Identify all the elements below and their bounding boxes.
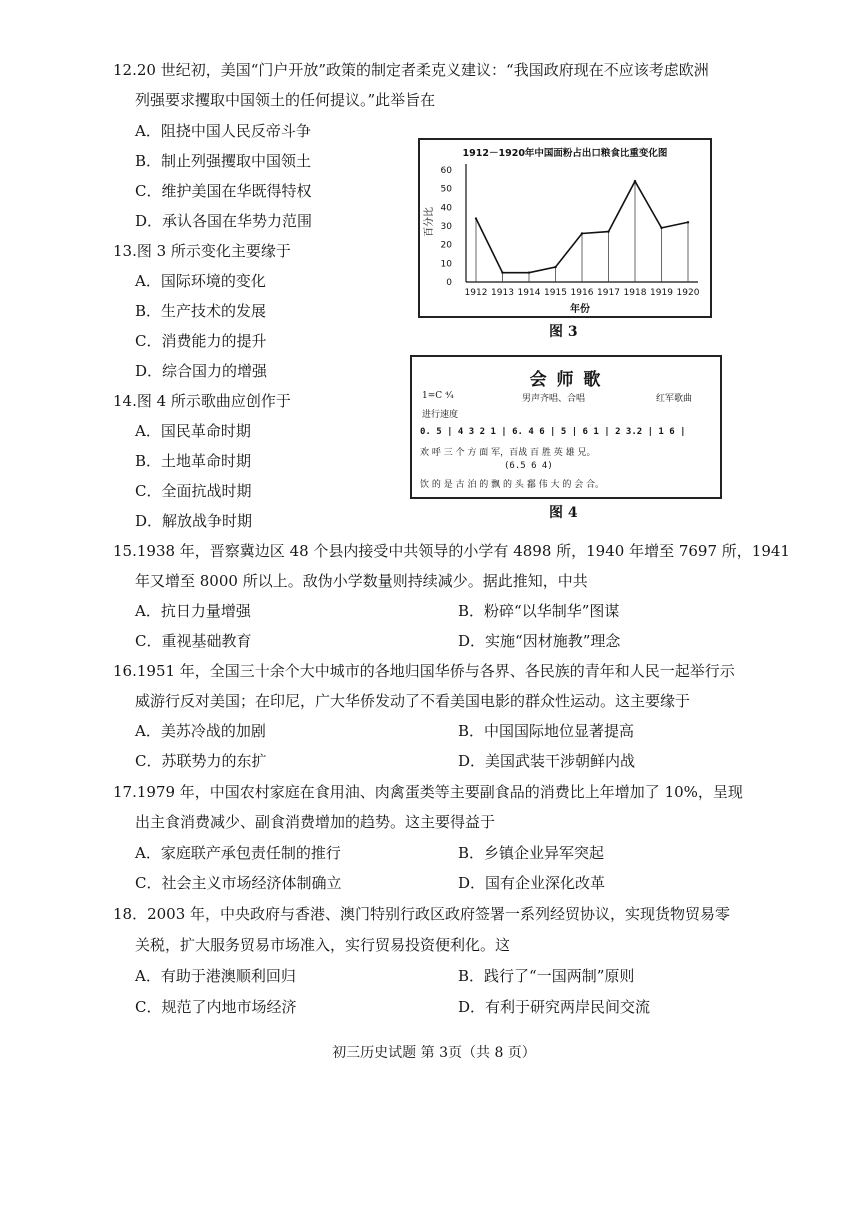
q12-stem-line1: 12.20 世纪初，美国“门户开放”政策的制定者柔克义建议：“我国政府现在不应该考虑欧洲: [113, 61, 709, 79]
song-performance-style: 男声齐唱、合唱: [522, 394, 586, 404]
q14-option-d: D．解放战争时期: [135, 512, 253, 530]
figure3-caption: 图 3: [549, 324, 578, 340]
score-notes-row: 0. 5 | 4 3 2 1 | 6. 4 6 | 5 | 6 1 | 2 3.2 | 1 6 |: [420, 427, 686, 437]
q13-option-c: C．消费能力的提升: [135, 332, 267, 350]
chart-x-tick-label: 1912: [464, 288, 488, 298]
chart-x-tick-label: 1914: [517, 288, 541, 298]
q13-option-b: B．生产技术的发展: [135, 302, 267, 320]
q12-option-a: A．阻挠中国人民反帝斗争: [135, 122, 311, 140]
figure3-chart-frame: [418, 138, 712, 318]
q18-option-a: A．有助于港澳顺利回归: [135, 967, 296, 985]
chart-data-point: [607, 230, 609, 232]
q12-option-c: C．维护美国在华既得特权: [135, 182, 312, 200]
q17-stem-line2: 出主食消费减少、副食消费增加的趋势。这主要得益于: [135, 813, 496, 831]
q16-option-d: D．美国武装干涉朝鲜内战: [458, 752, 636, 770]
song-key: 1=C ⁴⁄₄: [422, 391, 454, 401]
score-notes-row2: (6.5 6 4): [504, 461, 553, 471]
q14-option-a: A．国民革命时期: [135, 422, 251, 440]
q14-option-c: C．全面抗战时期: [135, 482, 252, 500]
chart-y-tick-label: 60: [440, 166, 452, 176]
song-source: 红军歌曲: [656, 394, 693, 404]
chart-data-point: [634, 180, 636, 182]
chart-y-tick-label: 50: [440, 184, 452, 195]
chart-x-tick-label: 1920: [676, 288, 700, 298]
chart-x-tick-label: 1917: [597, 288, 620, 298]
q15-option-b: B．粉碎“以华制华”图谋: [458, 602, 620, 620]
chart-data-point: [687, 221, 689, 223]
q14-stem: 14.图 4 所示歌曲应创作于: [113, 392, 291, 410]
q12-stem-line2: 列强要求攫取中国领土的任何提议。”此举旨在: [135, 91, 436, 109]
chart-data-point: [554, 266, 556, 268]
score-lyrics-row1: 欢 呼 三 个 方 面 军，百战 百 胜 英 雄 兄。: [420, 448, 596, 458]
figure4-caption: 图 4: [549, 505, 578, 521]
chart-data-point: [475, 217, 477, 219]
q15-option-c: C．重视基础教育: [135, 632, 252, 650]
q17-option-b: B．乡镇企业异军突起: [458, 844, 605, 862]
figure4-score-frame: [410, 355, 722, 499]
q14-option-b: B．土地革命时期: [135, 452, 252, 470]
chart-data-point: [528, 271, 530, 273]
q17-stem-line1: 17.1979 年，中国农村家庭在食用油、肉禽蛋类等主要副食品的消费比上年增加了 10%，呈现: [113, 783, 743, 801]
chart-y-tick-label: 30: [440, 222, 452, 232]
q17-option-d: D．国有企业深化改革: [458, 874, 606, 892]
chart-y-tick-label: 0: [446, 278, 452, 288]
q12-option-b: B．制止列强攫取中国领土: [135, 152, 312, 170]
chart-title: 1912－1920年中国面粉占出口粮食比重变化图: [462, 148, 668, 159]
q15-option-a: A．抗日力量增强: [135, 602, 251, 620]
q15-option-d: D．实施“因材施教”理念: [458, 632, 621, 650]
q15-stem-line1: 15.1938 年，晋察冀边区 48 个县内接受中共领导的小学有 4898 所，1940 年增至 7697 所，1941: [113, 542, 790, 560]
chart-data-point: [581, 232, 583, 234]
q15-stem-line2: 年又增至 8000 所以上。敌伪小学数量则持续减少。据此推知，中共: [135, 572, 588, 590]
q13-option-d: D．综合国力的增强: [135, 362, 268, 380]
song-title: 会 师 歌: [529, 370, 603, 390]
q18-stem-line1: 18．2003 年，中央政府与香港、澳门特别行政区政府签署一系列经贸协议，实现货物贸易零: [113, 905, 731, 923]
chart-x-axis-label: 年份: [570, 304, 590, 315]
q18-option-b: B．践行了“一国两制”原则: [458, 967, 635, 985]
score-lyrics-row2: 饮 的 是 古 泊 的 飘 的 头 鄱 伟 大 的 会 合。: [420, 480, 605, 490]
q16-option-c: C．苏联势力的东扩: [135, 752, 267, 770]
q17-option-c: C．社会主义市场经济体制确立: [135, 874, 342, 892]
chart-data-point: [660, 227, 662, 229]
chart-x-tick-label: 1919: [650, 288, 673, 298]
figure3-line-chart: [420, 140, 710, 316]
chart-y-tick-label: 10: [440, 259, 452, 270]
q18-option-d: D．有利于研究两岸民间交流: [458, 998, 651, 1016]
chart-y-axis-label: 百分比: [424, 207, 435, 237]
chart-y-tick-label: 40: [440, 203, 452, 214]
q18-option-c: C．规范了内地市场经济: [135, 998, 297, 1016]
q16-option-b: B．中国国际地位显著提高: [458, 722, 635, 740]
page-footer: 初三历史试题 第 3页（共 8 页）: [332, 1045, 536, 1061]
chart-x-tick-label: 1913: [491, 288, 514, 298]
chart-x-tick-label: 1918: [623, 288, 647, 298]
chart-y-tick-label: 20: [440, 240, 452, 251]
q12-option-d: D．承认各国在华势力范围: [135, 212, 313, 230]
q16-stem-line1: 16.1951 年，全国三十余个大中城市的各地归国华侨与各界、各民族的青年和人民一起举行示: [113, 662, 735, 680]
chart-data-point: [501, 271, 503, 273]
q13-stem: 13.图 3 所示变化主要缘于: [113, 242, 291, 260]
q13-option-a: A．国际环境的变化: [135, 272, 266, 290]
q17-option-a: A．家庭联产承包责任制的推行: [135, 844, 341, 862]
q16-stem-line2: 威游行反对美国；在印尼，广大华侨发动了不看美国电影的群众性运动。这主要缘于: [135, 692, 691, 710]
song-tempo: 进行速度: [422, 410, 459, 420]
q18-stem-line2: 关税，扩大服务贸易市场准入，实行贸易投资便利化。这: [135, 936, 511, 954]
chart-x-tick-label: 1916: [570, 288, 594, 298]
chart-x-tick-label: 1915: [544, 288, 567, 298]
q16-option-a: A．美苏冷战的加剧: [135, 722, 266, 740]
